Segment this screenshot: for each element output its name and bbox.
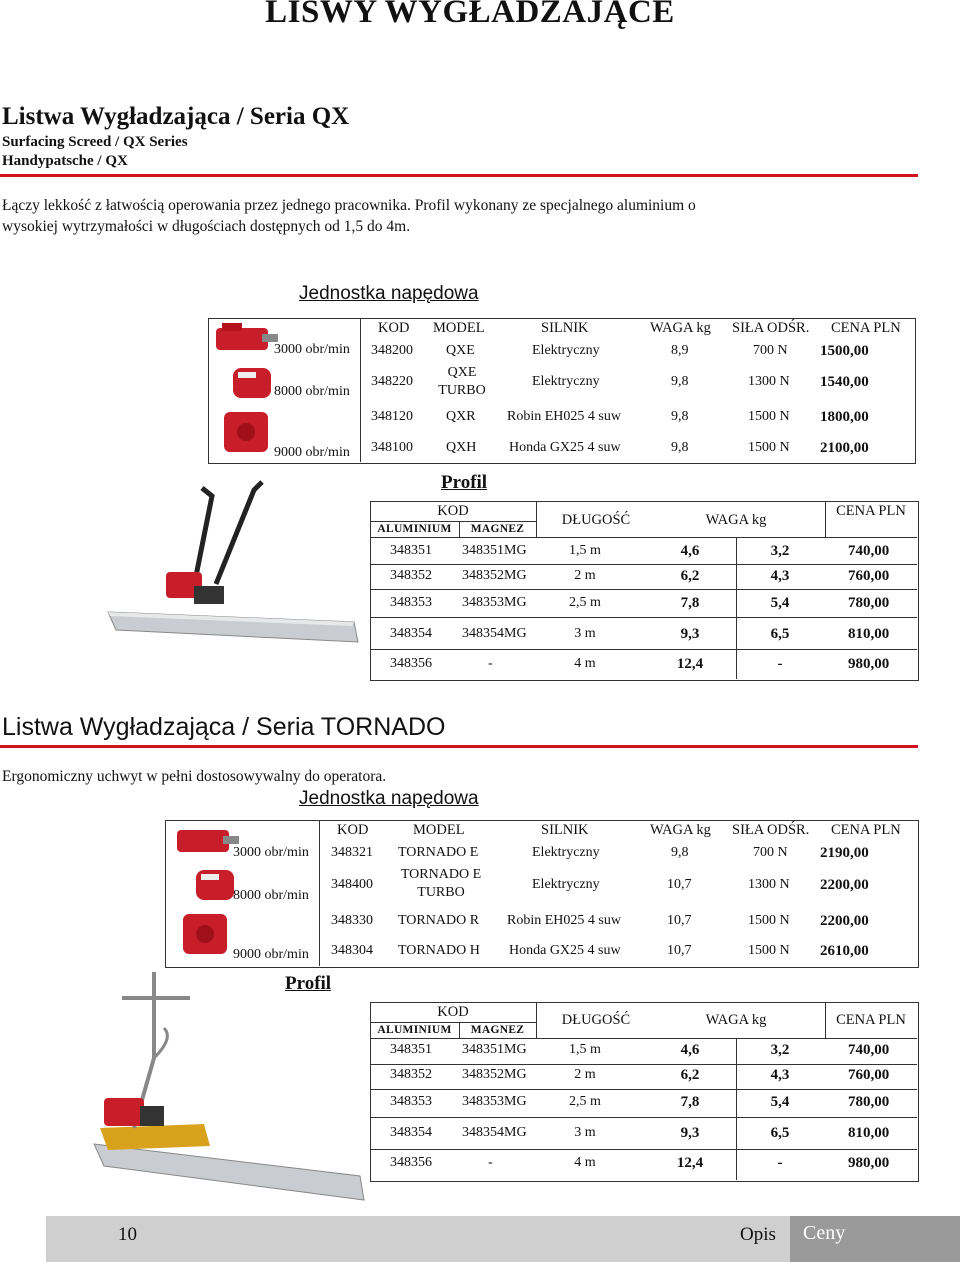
cell-silnik: Elektryczny [532, 877, 600, 892]
cell-waga-alu: 7,8 [680, 1094, 700, 1110]
cell-model: TORNADO E [400, 867, 482, 882]
cell-aluminium: 348354 [390, 626, 432, 641]
cell-waga-alu: 7,8 [680, 595, 700, 611]
cell-magnez: 348352MG [462, 1067, 527, 1082]
cell-waga: 9,8 [671, 440, 689, 455]
tornado-drive-heading: Jednostka napędowa [299, 788, 479, 809]
cell-waga: 8,9 [671, 343, 689, 358]
cell-cena: 1540,00 [820, 374, 869, 390]
cell-kod: 348100 [371, 440, 413, 455]
tornado-drive-table [165, 820, 919, 968]
cell-sila: 700 N [753, 845, 788, 860]
petrol-motor-image [218, 406, 278, 460]
cell-waga-mag: 5,4 [770, 595, 790, 611]
col-header-model: MODEL [433, 320, 485, 336]
cell-sila: 1300 N [748, 374, 790, 389]
cell-magnez: 348351MG [462, 543, 527, 558]
col-header-waga: WAGA kg [650, 822, 711, 838]
cell-cena: 810,00 [848, 626, 890, 642]
page-title: LISWY WYGŁADZAJĄCE [265, 0, 675, 30]
cell-model: QXE [446, 343, 475, 358]
cell-magnez: 348353MG [462, 1094, 527, 1109]
qx-drive-table [208, 318, 916, 464]
cell-aluminium: 348352 [390, 1067, 432, 1082]
cell-waga-alu: 9,3 [680, 626, 700, 642]
cell-silnik: Robin EH025 4 suw [507, 913, 621, 928]
qx-desc-line1: Łączy lekkość z łatwością operowania przez jednego pracownika. Profil wykonany ze specjalnego aluminium o [2, 197, 696, 214]
cell-waga-mag: 4,3 [770, 568, 790, 584]
cell-waga: 9,8 [671, 409, 689, 424]
cell-cena: 760,00 [848, 1067, 890, 1083]
cell-kod: 348321 [331, 845, 373, 860]
cell-cena: 740,00 [848, 543, 890, 559]
tornado-screed-image [4, 968, 370, 1210]
cell-kod: 348220 [371, 374, 413, 389]
cell-cena: 810,00 [848, 1125, 890, 1141]
petrol-motor-image [177, 908, 237, 962]
cell-kod: 348120 [371, 409, 413, 424]
cell-waga-mag: - [777, 656, 783, 672]
qx-profil-table [370, 501, 919, 681]
cell-dlugosc: 1,5 m [569, 543, 601, 558]
cell-cena: 2200,00 [820, 877, 869, 893]
col-header-waga: WAGA kg [705, 512, 767, 528]
cell-dlugosc: 2 m [574, 568, 596, 583]
col-header-aluminium: ALUMINIUM [377, 1024, 452, 1036]
electric-motor-image [212, 320, 282, 360]
cell-waga-alu: 4,6 [680, 543, 700, 559]
cell-model: QXE [447, 365, 477, 380]
col-header-dlugosc: DŁUGOŚĆ [561, 1012, 631, 1028]
rpm-label: 8000 obr/min [233, 888, 309, 903]
cell-waga-mag: 6,5 [770, 1125, 790, 1141]
cell-aluminium: 348351 [390, 543, 432, 558]
cell-dlugosc: 2,5 m [569, 1094, 601, 1109]
tornado-profil-table [370, 1002, 919, 1182]
cell-magnez: 348351MG [462, 1042, 527, 1057]
cell-magnez: 348354MG [462, 626, 527, 641]
col-header-cena: CENA PLN [836, 1012, 906, 1028]
cell-sila: 1500 N [748, 409, 790, 424]
cell-waga: 10,7 [667, 943, 692, 958]
cell-cena: 2200,00 [820, 913, 869, 929]
cell-magnez: 348352MG [462, 568, 527, 583]
cell-cena: 1800,00 [820, 409, 869, 425]
cell-sila: 1500 N [748, 440, 790, 455]
cell-waga-mag: 3,2 [770, 543, 790, 559]
col-header-waga: WAGA kg [650, 320, 711, 336]
cell-aluminium: 348353 [390, 1094, 432, 1109]
cell-dlugosc: 3 m [574, 626, 596, 641]
cell-kod: 348330 [331, 913, 373, 928]
cell-silnik: Honda GX25 4 suw [509, 440, 621, 455]
cell-waga-alu: 4,6 [680, 1042, 700, 1058]
cell-cena: 1500,00 [820, 343, 869, 359]
col-header-cena: CENA PLN [831, 320, 901, 336]
cell-cena: 2190,00 [820, 845, 869, 861]
cell-dlugosc: 2,5 m [569, 595, 601, 610]
cell-magnez: 348354MG [462, 1125, 527, 1140]
cell-sila: 700 N [753, 343, 788, 358]
col-header-cena: CENA PLN [831, 822, 901, 838]
cell-magnez: - [488, 656, 493, 671]
tornado-desc: Ergonomiczny uchwyt w pełni dostosowywalny do operatora. [2, 768, 387, 785]
cell-dlugosc: 3 m [574, 1125, 596, 1140]
col-header-kod: KOD [337, 822, 369, 838]
cell-kod: 348304 [331, 943, 373, 958]
cell-model: TORNADO H [398, 943, 480, 958]
cell-model-line2: TURBO [438, 383, 486, 398]
cell-waga: 10,7 [667, 913, 692, 928]
footer-ceny-label[interactable]: Ceny [803, 1222, 846, 1244]
col-header-kod: KOD [378, 320, 410, 336]
qx-subtitle-en: Surfacing Screed / QX Series [2, 134, 188, 150]
cell-cena: 740,00 [848, 1042, 890, 1058]
cell-waga-mag: 4,3 [770, 1067, 790, 1083]
col-header-aluminium: ALUMINIUM [377, 523, 452, 535]
cell-model: QXH [446, 440, 477, 455]
footer-opis-link[interactable]: Opis [740, 1224, 776, 1245]
col-header-model: MODEL [413, 822, 465, 838]
cell-sila: 1500 N [748, 913, 790, 928]
qx-divider [0, 174, 918, 177]
cell-waga-mag: 3,2 [770, 1042, 790, 1058]
cell-magnez: - [488, 1155, 493, 1170]
qx-subtitle-de: Handypatsche / QX [2, 153, 128, 169]
cell-magnez: 348353MG [462, 595, 527, 610]
cell-cena: 760,00 [848, 568, 890, 584]
col-header-waga: WAGA kg [705, 1012, 767, 1028]
qx-profil-heading: Profil [441, 472, 488, 493]
col-header-silnik: SILNIK [541, 320, 589, 336]
cell-kod: 348200 [371, 343, 413, 358]
cell-waga-alu: 9,3 [680, 1125, 700, 1141]
col-header-cena: CENA PLN [836, 503, 906, 519]
cell-dlugosc: 1,5 m [569, 1042, 601, 1057]
cell-waga-mag: 6,5 [770, 626, 790, 642]
rpm-label: 9000 obr/min [274, 445, 350, 460]
qx-heading: Listwa Wygładzająca / Seria QX [2, 103, 350, 130]
cell-cena: 2100,00 [820, 440, 869, 456]
col-header-sila: SIŁA ODŚR. [732, 822, 810, 838]
rpm-label: 3000 obr/min [274, 342, 350, 357]
cell-waga-alu: 6,2 [680, 1067, 700, 1083]
cell-model: QXR [446, 409, 476, 424]
tornado-heading: Listwa Wygładzająca / Seria TORNADO [2, 713, 446, 741]
cell-sila: 1500 N [748, 943, 790, 958]
cell-aluminium: 348356 [390, 1155, 432, 1170]
cell-waga-mag: - [777, 1155, 783, 1171]
page-number: 10 [118, 1224, 137, 1245]
col-header-magnez: MAGNEZ [470, 1024, 525, 1036]
cell-dlugosc: 4 m [574, 656, 596, 671]
cell-model: TORNADO E [398, 845, 479, 860]
rpm-label: 3000 obr/min [233, 845, 309, 860]
cell-dlugosc: 4 m [574, 1155, 596, 1170]
cell-waga-alu: 12,4 [676, 1155, 704, 1171]
tornado-profil-heading: Profil [285, 973, 332, 994]
col-header-kod: KOD [437, 1004, 469, 1020]
col-header-sila: SIŁA ODŚR. [732, 320, 810, 336]
cell-silnik: Elektryczny [532, 374, 600, 389]
qx-desc-line2: wysokiej wytrzymałości w długościach dostępnych od 1,5 do 4m. [2, 218, 411, 235]
cell-silnik: Elektryczny [532, 343, 600, 358]
rpm-label: 8000 obr/min [274, 384, 350, 399]
cell-cena: 980,00 [848, 656, 890, 672]
tornado-divider [0, 745, 918, 748]
cell-waga: 10,7 [667, 877, 692, 892]
col-header-dlugosc: DŁUGOŚĆ [561, 512, 631, 528]
cell-dlugosc: 2 m [574, 1067, 596, 1082]
cell-silnik: Elektryczny [532, 845, 600, 860]
col-header-kod: KOD [437, 503, 469, 519]
cell-model-line2: TURBO [417, 885, 465, 900]
cell-waga-mag: 5,4 [770, 1094, 790, 1110]
cell-cena: 2610,00 [820, 943, 869, 959]
cell-silnik: Honda GX25 4 suw [509, 943, 621, 958]
turbo-motor-image [228, 362, 278, 404]
qx-screed-image [104, 476, 364, 656]
cell-waga-alu: 6,2 [680, 568, 700, 584]
cell-cena: 980,00 [848, 1155, 890, 1171]
cell-waga-alu: 12,4 [676, 656, 704, 672]
cell-aluminium: 348356 [390, 656, 432, 671]
cell-cena: 780,00 [848, 1094, 890, 1110]
cell-waga: 9,8 [671, 374, 689, 389]
col-header-silnik: SILNIK [541, 822, 589, 838]
cell-kod: 348400 [331, 877, 373, 892]
rpm-label: 9000 obr/min [233, 947, 309, 962]
cell-model: TORNADO R [398, 913, 480, 928]
col-header-magnez: MAGNEZ [470, 523, 525, 535]
cell-waga: 9,8 [671, 845, 689, 860]
cell-aluminium: 348353 [390, 595, 432, 610]
cell-cena: 780,00 [848, 595, 890, 611]
cell-sila: 1300 N [748, 877, 790, 892]
cell-silnik: Robin EH025 4 suw [507, 409, 621, 424]
cell-aluminium: 348352 [390, 568, 432, 583]
cell-aluminium: 348354 [390, 1125, 432, 1140]
cell-aluminium: 348351 [390, 1042, 432, 1057]
qx-drive-heading: Jednostka napędowa [299, 283, 479, 304]
